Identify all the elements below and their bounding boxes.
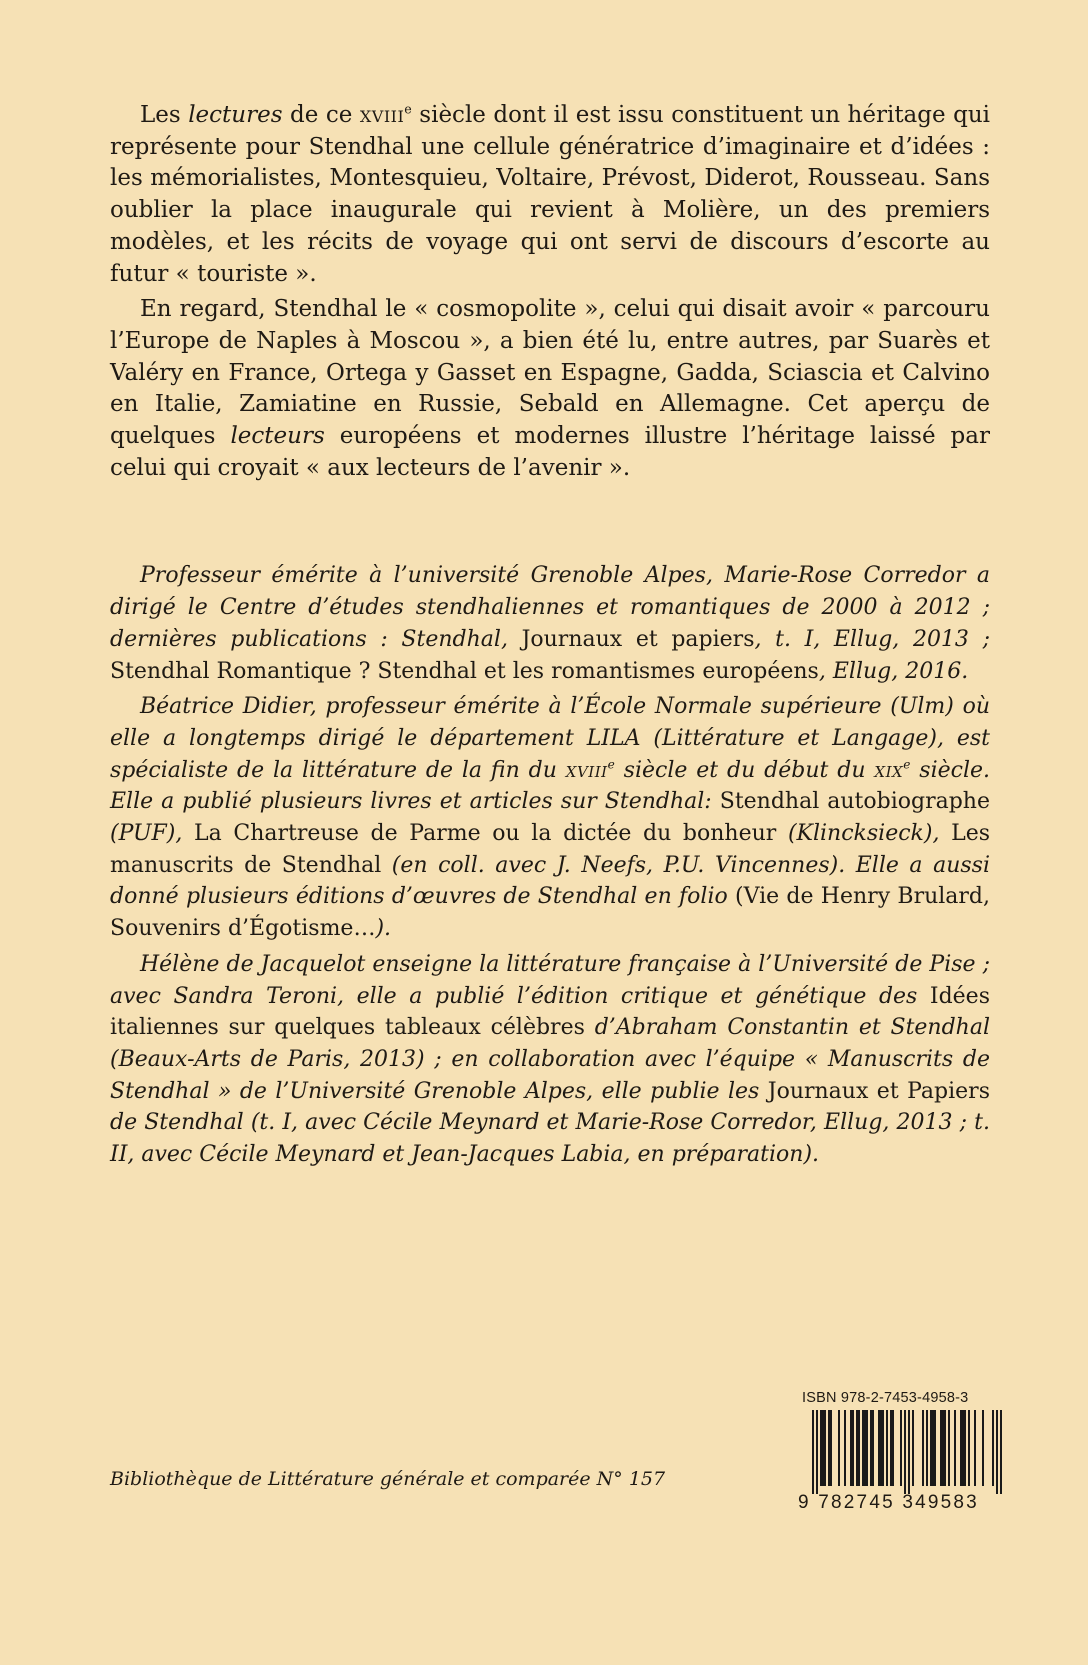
text-segment: européens et modernes illustre l’héritage laissé par celui qui croyait « aux lecteurs de l’avenir ». [110, 423, 990, 481]
barcode-bar [940, 1410, 942, 1486]
back-cover-text [110, 100, 990, 1175]
century-numeral: xviii [565, 757, 608, 783]
barcode-bar [964, 1410, 966, 1486]
book-title: (Vie de Henry Brulard, Souvenirs d’Égotisme… [110, 884, 990, 942]
text-segment: Hélène de Jacquelot enseigne la littérature française à l’Université de Pise ; avec Sandra Teroni, elle a publié l’édition critique et génétique des [110, 951, 990, 1009]
isbn-barcode [798, 1390, 1008, 1514]
book-title: Les manuscrits de Stendhal [110, 821, 990, 878]
barcode-bar [960, 1410, 962, 1486]
text-segment: (en coll. avec J. Neefs, P.U. Vincennes). Elle a aussi donné plusieurs éditions d’œuvres de Stendhal en folio [110, 852, 990, 910]
century-numeral: xviii [359, 102, 405, 128]
barcode-bar [932, 1410, 934, 1486]
barcode-bar [892, 1410, 894, 1486]
barcode-bar [982, 1410, 984, 1486]
barcode-bar [864, 1410, 866, 1486]
text-segment: ). [375, 916, 392, 942]
text-segment: , t. I, Ellug, 2013 ; [754, 626, 990, 652]
barcode-bar [878, 1410, 880, 1486]
barcode-bar [1000, 1410, 1002, 1494]
barcode-bar [900, 1410, 902, 1486]
barcode-bar [922, 1410, 924, 1486]
barcode-bar [948, 1410, 950, 1486]
text-segment: , Ellug, 2016. [818, 658, 969, 684]
text-segment: (PUF), [110, 821, 195, 847]
barcode-bar [954, 1410, 956, 1486]
barcode-bars [798, 1410, 1008, 1494]
barcode-bar [822, 1410, 824, 1486]
emphasis-lectures: lectures [188, 102, 283, 128]
barcode-bar [974, 1410, 976, 1486]
text-segment: d’Abraham Constantin et Stendhal (Beaux-Arts de Paris, 2013) ; en collaboration avec l’équipe « Manuscrits de Stendhal » de l’Université Grenoble Alpes, elle publie les [110, 1015, 990, 1104]
ordinal-suffix: e [903, 757, 911, 772]
text-segment: siècle et du début du [614, 757, 875, 783]
text-segment: Les [140, 102, 189, 128]
barcode-bar [870, 1410, 872, 1486]
barcode-bar [858, 1410, 860, 1486]
isbn-label: ISBN 978-2-7453-4958-3 [802, 1390, 969, 1406]
barcode-bar [962, 1410, 964, 1486]
barcode-bar [828, 1410, 830, 1486]
book-title: Stendhal autobiographe [719, 789, 990, 815]
author-bio-jacquelot [110, 949, 990, 1171]
barcode-bar [838, 1410, 840, 1486]
intro-paragraph-2 [110, 294, 990, 484]
emphasis-lecteurs: lecteurs [230, 423, 325, 450]
text-segment: de ce [282, 102, 360, 128]
book-title: Idées italiennes sur quelques tableaux célèbres [110, 983, 990, 1041]
barcode-digits: 9 782745 349583 [798, 1492, 979, 1513]
barcode-bar [944, 1410, 946, 1486]
book-title: Journaux et Papiers [767, 1078, 990, 1104]
barcode-bar [872, 1410, 874, 1486]
book-title: Stendhal Romantique ? Stendhal et les romantismes européens [110, 658, 819, 684]
book-title: Journaux et papiers [521, 626, 755, 652]
barcode-bar [830, 1410, 832, 1486]
text-segment: siècle dont il est issu constituent un héritage qui représente pour Stendhal une cellule génératrice d’imaginaire et d’idées : les mémorialistes, Montesquieu, Voltaire, Prévost, Diderot, Rousseau. Sans oublier la place inaugurale qui revient à Molière, un des premiers modèles, et les récits de voyage qui ont servi de discours d’escorte au futur « touriste ». [110, 102, 991, 287]
barcode-bar [890, 1410, 892, 1486]
barcode-bar [812, 1410, 814, 1494]
barcode-bar [866, 1410, 868, 1486]
barcode-bar [992, 1410, 994, 1486]
series-title: Bibliothèque de Littérature générale et comparée N° 157 [110, 1468, 666, 1490]
barcode-bar [880, 1410, 882, 1486]
barcode-bar [844, 1410, 846, 1486]
barcode-bar [820, 1410, 822, 1486]
author-bio-didier [110, 691, 990, 945]
book-title: La Chartreuse de Parme ou la dictée du bonheur [194, 821, 777, 847]
barcode-bar [816, 1410, 818, 1494]
barcode-bar [912, 1410, 914, 1486]
text-segment: (Klincksieck), [776, 821, 952, 847]
barcode-bar [862, 1410, 864, 1486]
barcode-bar [942, 1410, 944, 1486]
text-segment: En regard, Stendhal le « cosmopolite », celui qui disait avoir « parcouru l’Europe de Naples à Moscou », a bien été lu, entre autres, par Suarès et Valéry en France, Ortega y Gasset en Espagne, Gadda, Sciascia et Calvino en Italie, Zamiatine en Russie, Sebald en Allemagne. Cet aperçu de quelques [110, 296, 990, 450]
barcode-bar [850, 1410, 852, 1486]
barcode-bar [908, 1410, 910, 1494]
text-segment: siècle. Elle a publié plusieurs livres et articles sur Stendhal: [110, 757, 990, 815]
barcode-bar [926, 1410, 928, 1486]
author-bio-corredor [110, 560, 990, 687]
barcode-bar [934, 1410, 936, 1486]
century-numeral: xix [874, 757, 904, 783]
barcode-bar [856, 1410, 858, 1486]
ordinal-suffix: e [607, 757, 615, 772]
text-segment: Professeur émérite à l’université Grenoble Alpes, Marie-Rose Corredor a dirigé le Centre d’études stendhaliennes et romantiques de 2000 à 2012 ; dernières publications : Stendhal, [110, 563, 990, 652]
barcode-bar [930, 1410, 932, 1486]
intro-paragraph-1 [110, 100, 990, 290]
barcode-bar [886, 1410, 888, 1486]
barcode-bar [824, 1410, 826, 1486]
barcode-bar [852, 1410, 854, 1486]
barcode-bar [996, 1410, 998, 1494]
barcode-bar [904, 1410, 906, 1494]
text-segment: de Stendhal (t. I, avec Cécile Meynard et Marie-Rose Corredor, Ellug, 2013 ; t. II, avec Cécile Meynard et Jean-Jacques Labia, en préparation). [110, 1110, 990, 1168]
barcode-bar [882, 1410, 884, 1486]
ordinal-suffix: e [404, 101, 412, 117]
text-segment: Béatrice Didier, professeur émérite à l’École Normale supérieure (Ulm) où elle a longtemps dirigé le département LILA (Littérature et Langage), est spécialiste de la littérature de la fin du [110, 694, 990, 783]
barcode-bar [968, 1410, 970, 1486]
